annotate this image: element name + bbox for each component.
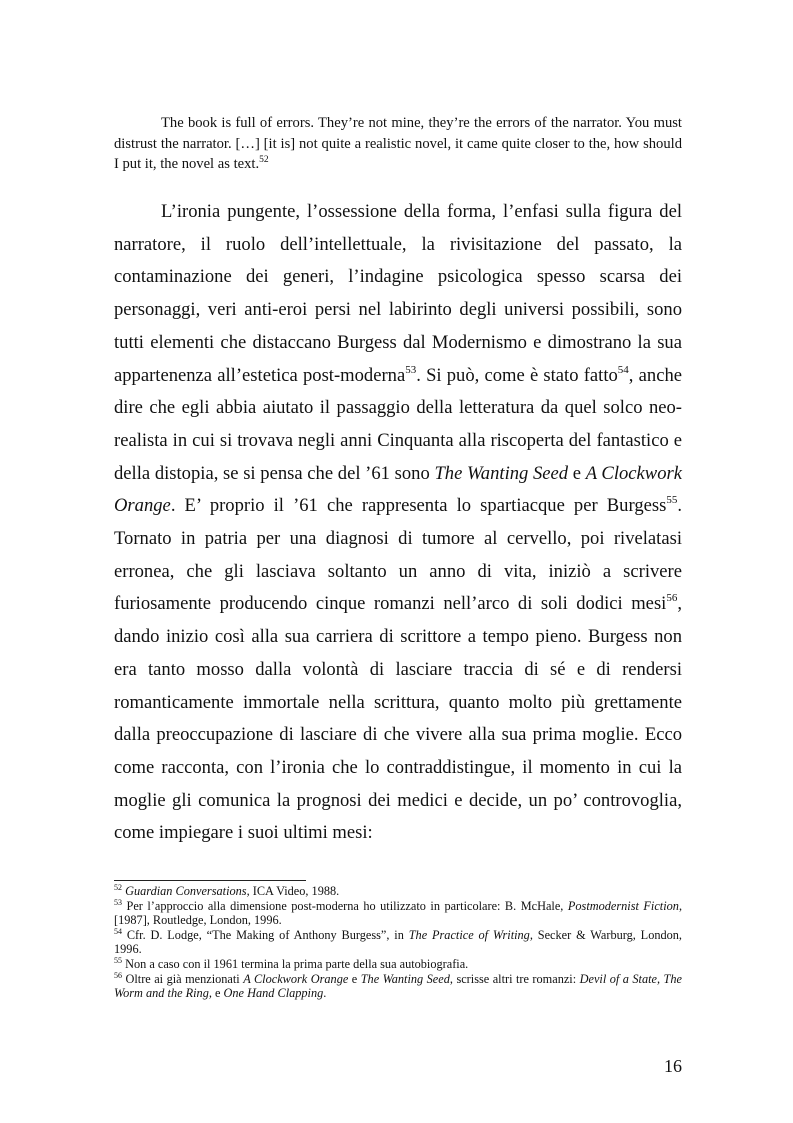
quote-text: The book is full of errors. They’re not mine, they’re the errors of the narrator. You must distrust the narrator. […] [it is] not quite a realistic novel, it came quite closer to the, how should I put it, the novel as text. [114,115,682,172]
footnote-divider [114,880,306,881]
footnote-ref-54[interactable]: 54 [617,363,629,376]
body-text-2: . Si può, come è stato fatto [416,364,618,386]
footnote-ref-55[interactable]: 55 [666,494,678,507]
body-paragraph [114,196,682,850]
footnote-53: $^{53}$ Per l’approccio alla dimensione post-moderna ho utilizzato in particolare: B. McHale, Postmodernist Fiction, [1987], Routledge, London, 1996. [114,897,683,928]
footnote-56: $^{56}$ Oltre ai già menzionati A Clockwork Orange e The Wanting Seed, scrisse altri tre romanzi: Devil of a State, The Worm and the Ring, e One Hand Clapping. [114,970,682,1001]
title-clockwork-orange: A Clockwork Orange [114,462,682,517]
body-text-1: L’ironia pungente, l’ossessione della forma, l’enfasi sulla figura del narratore, il ruolo dell’intellettuale, la rivisitazione del passato, la contaminazione dei generi, l’indagine psicologica spesso scarsa dei personaggi, veri anti-eroi persi nel labirinto degli universi possibili, sono tutti elementi che distaccano Burgess dal Modernismo e dimostrano la sua appartenenza all’estetica post-moderna [114,201,682,386]
body-text-7: , dando inizio così alla sua carriera di scrittore a tempo pieno. Burgess non era tanto mosso dalla volontà di lasciare traccia di sé e di rendersi romanticamente immortale nella scrittura, quanto molto più grettamente dalla preoccupazione di lasciare di che vivere alla sua prima moglie. Ecco come racconta, con l’ironia che lo contraddistingue, il momento in cui la moglie gli comunica la prognosi dei medici e decide, un po’ controvoglia, come impiegare i suoi ultimi mesi: [114,593,682,844]
footnote-ref-52[interactable]: 52 [259,155,269,165]
footnote-52: $^{52}$ Guardian Conversations, ICA Video, 1988. [114,883,340,898]
footnotes [114,884,682,1001]
body-text-3: , anche dire che egli abbia aiutato il passaggio della letteratura da quel solco neo-realista in cui si trovava negli anni Cinquanta alla riscoperta del fantastico e della distopia, se si pensa che del ’61 sono [114,364,682,484]
body-text-6: . Tornato in patria per una diagnosi di tumore al cervello, poi rivelatasi erronea, che gli lasciava soltanto un anno di vita, iniziò a scrivere furiosamente producendo cinque romanzi nell’arco di soli dodici mesi [114,495,682,615]
footnote-54: $^{54}$ Cfr. D. Lodge, “The Making of Anthony Burgess”, in The Practice of Writing, Secker & Warburg, London, 1996. [114,926,683,957]
footnote-ref-56[interactable]: 56 [666,592,678,605]
body-text-4: e [568,462,586,484]
footnote-ref-53[interactable]: 53 [405,363,417,376]
block-quote [114,113,682,175]
title-wanting-seed: The Wanting Seed [434,462,569,484]
footnote-55: $^{55}$ Non a caso con il 1961 termina la prima parte della sua autobiografia. [114,955,469,971]
body-text-5: . E’ proprio il ’61 che rappresenta lo spartiacque per Burgess [170,495,667,517]
page-number: 16 [664,1056,682,1076]
